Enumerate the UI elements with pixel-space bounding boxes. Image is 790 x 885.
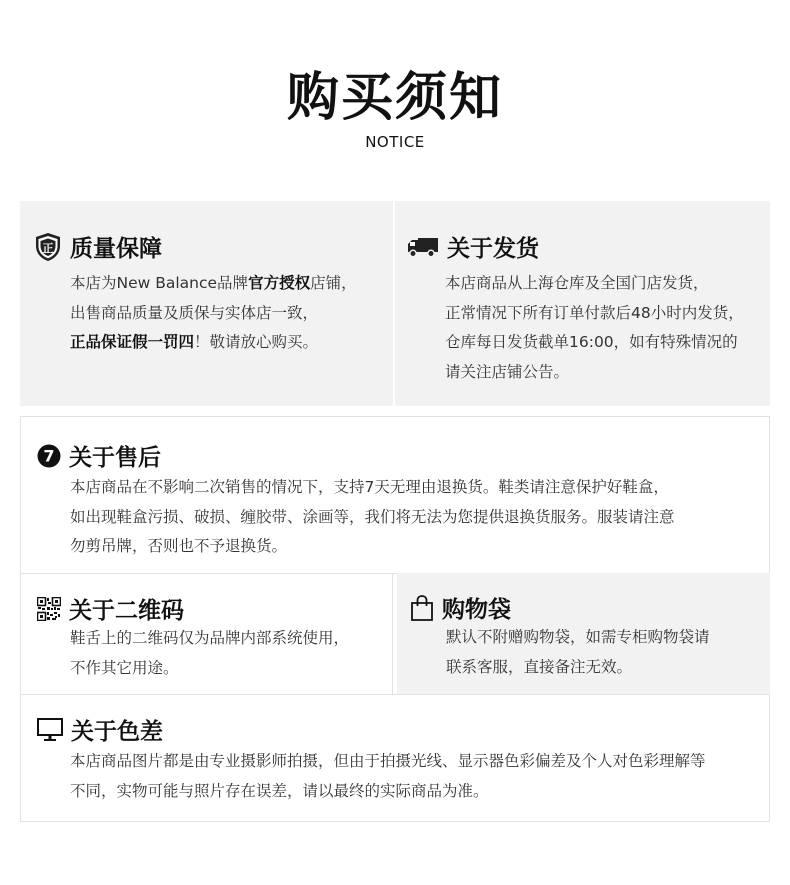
after-sales-body (70, 473, 675, 562)
color-card (20, 694, 770, 822)
shipping-line: 仓库每日发货截单16:00，如有特殊情况的 (445, 333, 738, 351)
quality-heading (34, 230, 162, 263)
shipping-card (395, 201, 770, 406)
bag-body (446, 623, 710, 682)
monitor-icon (37, 718, 63, 742)
qrcode-title: 关于二维码 (69, 598, 184, 624)
after-sales-line: 勿剪吊牌，否则也不予退换货。 (70, 537, 288, 555)
color-line: 不同，实物可能与照片存在误差，请以最终的实际商品为准。 (70, 781, 489, 800)
after-sales-line: 如出现鞋盒污损、破损、缠胶带、涂画等，我们将无法为您提供退换货服务。服装请注意 (70, 507, 675, 526)
qr-code-icon (37, 597, 61, 621)
after-sales-card (20, 416, 770, 574)
qrcode-card (20, 573, 393, 695)
qrcode-body (70, 624, 349, 683)
seven-circle-icon (37, 444, 61, 468)
bag-heading (410, 591, 511, 624)
shipping-line: 正常情况下所有订单付款后48小时内发货， (445, 303, 744, 322)
svg-text:7: 7 (43, 446, 55, 465)
bag-title: 购物袋 (442, 597, 511, 623)
quality-body (70, 269, 357, 358)
quality-line-2: 出售商品质量及质保与实体店一致， (70, 303, 319, 322)
page-title: 购买须知 (286, 68, 503, 128)
quality-line-1-tail: 店铺， (310, 274, 357, 292)
quality-line-3 (70, 328, 357, 358)
quality-line-3-tail: ！敬请放心购买。 (194, 333, 319, 351)
quality-title: 质量保障 (70, 236, 162, 262)
quality-line-1-bold: 官方授权 (248, 274, 311, 292)
quality-card (20, 201, 393, 406)
bag-card (397, 573, 770, 695)
shield-zheng-icon (34, 232, 62, 262)
shipping-heading (407, 230, 539, 263)
qrcode-line: 不作其它用途。 (70, 658, 179, 677)
truck-icon (407, 236, 439, 258)
bag-line: 默认不附赠购物袋，如需专柜购物袋请 (446, 628, 710, 646)
quality-line-3-bold: 正品保证假一罚四 (70, 333, 195, 351)
shipping-title: 关于发货 (447, 236, 539, 262)
bag-line: 联系客服，直接备注无效。 (446, 657, 633, 676)
after-sales-heading (37, 439, 161, 472)
after-sales-title: 关于售后 (69, 445, 161, 471)
shipping-line: 本店商品从上海仓库及全国门店发货， (445, 274, 709, 292)
color-body (70, 747, 706, 806)
shopping-bag-icon (410, 595, 434, 621)
shipping-body (445, 269, 744, 387)
after-sales-line: 本店商品在不影响二次销售的情况下，支持7天无理由退换货。鞋类请注意保护好鞋盒， (70, 478, 669, 496)
shipping-line: 请关注店铺公告。 (445, 362, 570, 381)
qrcode-line: 鞋舌上的二维码仅为品牌内部系统使用， (70, 629, 350, 647)
quality-line-1-text: 本店为New Balance品牌 (70, 274, 249, 292)
quality-line-1 (70, 269, 357, 299)
color-line: 本店商品图片都是由专业摄影师拍摄，但由于拍摄光线、显示器色彩偏差及个人对色彩理解等 (70, 752, 706, 770)
qrcode-heading (37, 592, 184, 625)
page-subtitle: NOTICE (365, 133, 425, 151)
color-heading (37, 713, 163, 746)
color-title: 关于色差 (71, 719, 163, 745)
svg-text:正: 正 (42, 241, 54, 255)
